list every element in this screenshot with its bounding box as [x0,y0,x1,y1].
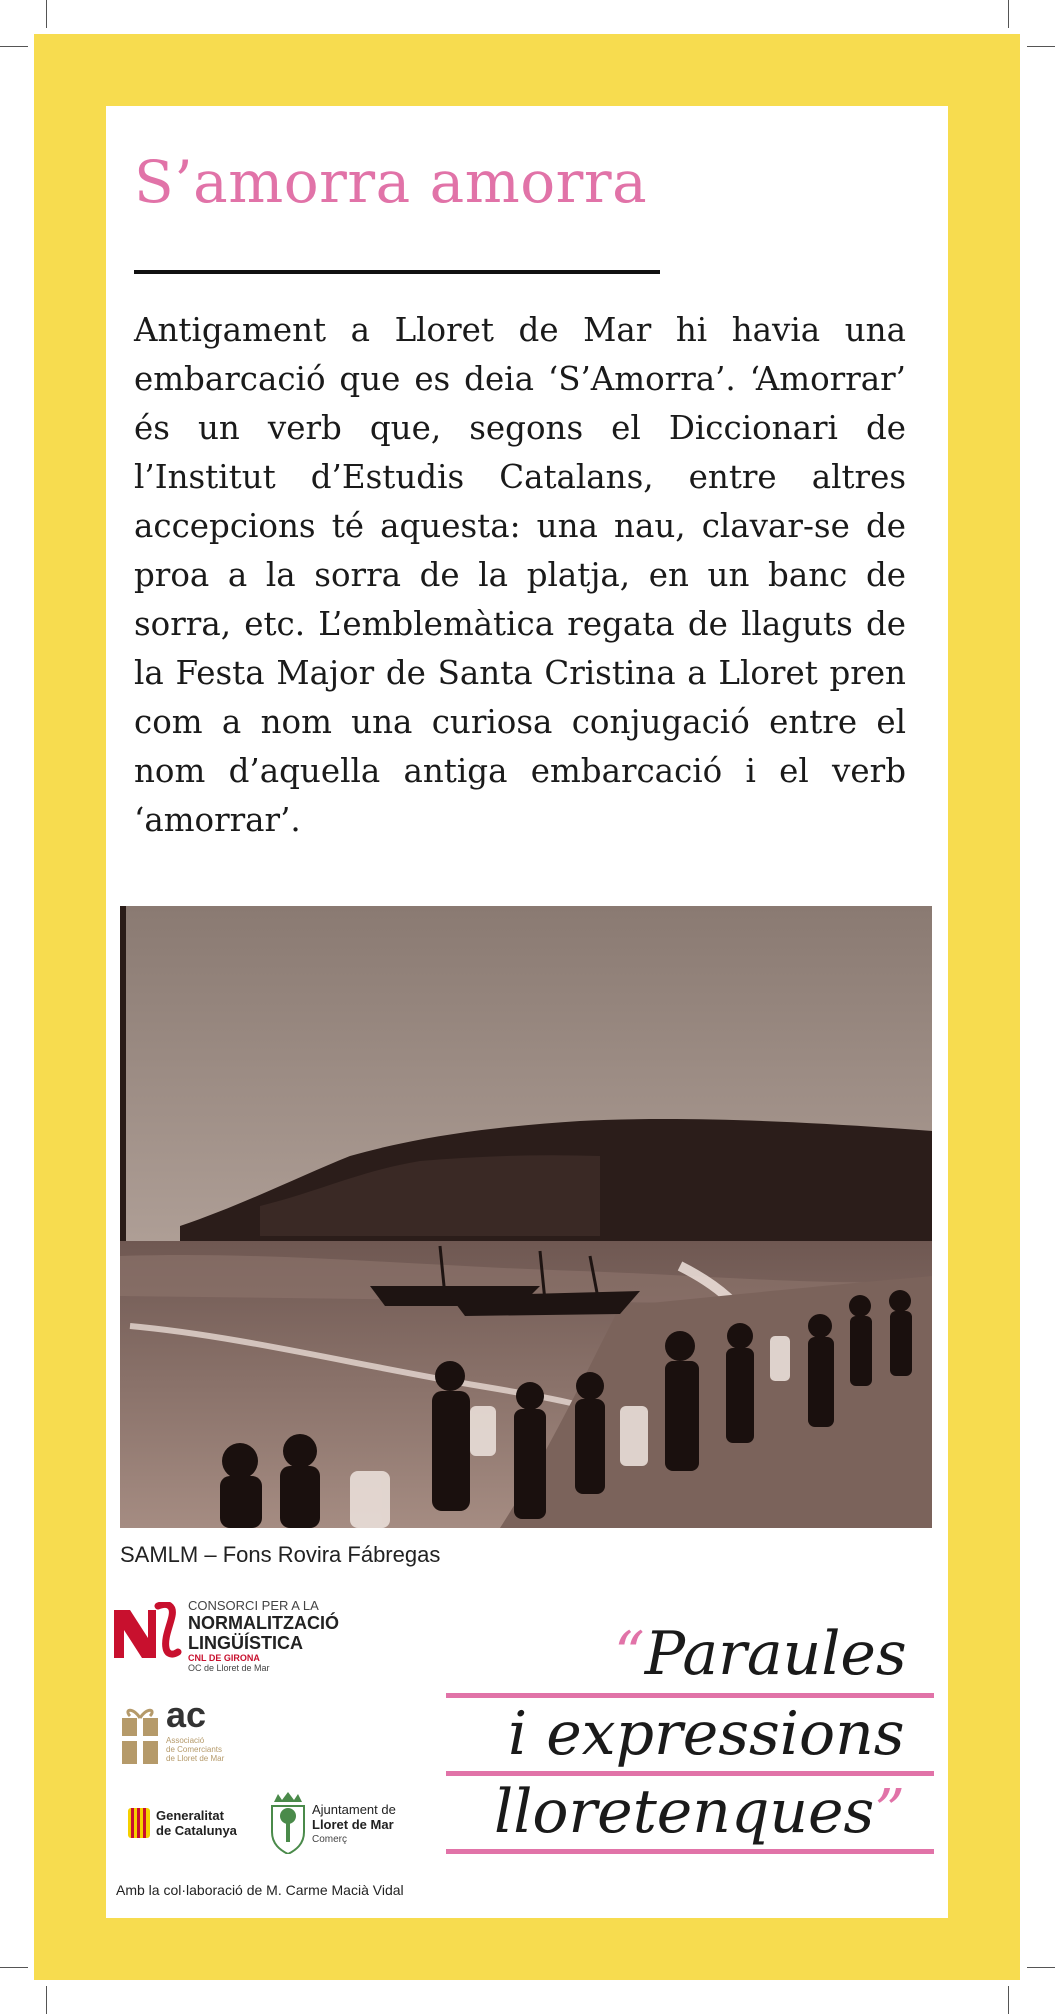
series-title-line: lloretenques [494,1777,875,1847]
historic-photo [120,906,932,1528]
title-divider [134,270,660,274]
crop-mark [1008,0,1009,28]
ajuntament-text: Comerç [312,1834,348,1845]
crop-mark [1027,46,1055,47]
crop-mark [0,1967,28,1968]
series-title-line: i expressions [508,1699,905,1769]
gift-box-icon [120,1702,160,1766]
series-title-rule [446,1693,934,1698]
crop-mark [1027,1967,1055,1968]
regatta-photo-illustration [120,906,932,1528]
content-panel [106,106,948,1918]
cnl-logo [112,1598,339,1688]
cnl-text: OC de Lloret de Mar [188,1663,270,1673]
ac-text: de Lloret de Mar [166,1754,225,1763]
close-quote: ” [874,1777,905,1847]
collaboration-credit: Amb la col·laboració de M. Carme Macià Vidal [116,1882,404,1898]
series-title-rule [446,1849,934,1854]
cnl-mark-icon [112,1602,182,1660]
cnl-text: NORMALITZACIÓ [188,1613,339,1633]
series-title-rule [446,1771,934,1776]
ajuntament-text: Lloret de Mar [312,1817,394,1832]
body-paragraph: Antigament a Lloret de Mar hi havia una embarcació que es deia ‘S’Amorra’. ‘Amorrar’ és un verb que, segons el Diccionari de l’Institut d’Estudis Catalans, entre altres accepcions té aquesta: una nau, clavar-se de proa a la sorra de la platja, en un banc de sorra, etc. L’emblemàtica regata de llaguts de la Festa Major de Santa Cristina a Lloret pren com a nom una curiosa conjugació entre el nom d’aquella antiga embarcació i el verb ‘amorrar’. [134,311,906,839]
cnl-text: CONSORCI PER A LA [188,1598,319,1613]
lloret-coat-of-arms-icon [270,1792,306,1854]
crop-mark [46,0,47,28]
cnl-text: LINGÜÍSTICA [188,1633,303,1653]
crop-mark [46,1986,47,2014]
generalitat-text: de Catalunya [156,1823,237,1838]
cnl-text: CNL DE GIRONA [188,1653,260,1663]
generalitat-text: Generalitat [156,1808,224,1823]
page-title: S’amorra amorra [134,148,648,216]
ac-text: de Comerciants [166,1745,223,1754]
crop-mark [0,46,28,47]
ac-logo [120,1694,280,1772]
ac-text: Associació [166,1736,205,1745]
open-quote: “ [614,1619,645,1689]
generalitat-logo [128,1806,258,1846]
photo-caption: SAMLM – Fons Rovira Fábregas [120,1542,441,1567]
crop-mark [1008,1986,1009,2014]
ajuntament-text: Ajuntament de [312,1802,396,1817]
ac-mark: ac [166,1694,207,1735]
ajuntament-logo [270,1792,440,1862]
senyera-icon [128,1808,150,1838]
series-title-line: Paraules [644,1619,907,1689]
series-title [446,1619,936,1869]
